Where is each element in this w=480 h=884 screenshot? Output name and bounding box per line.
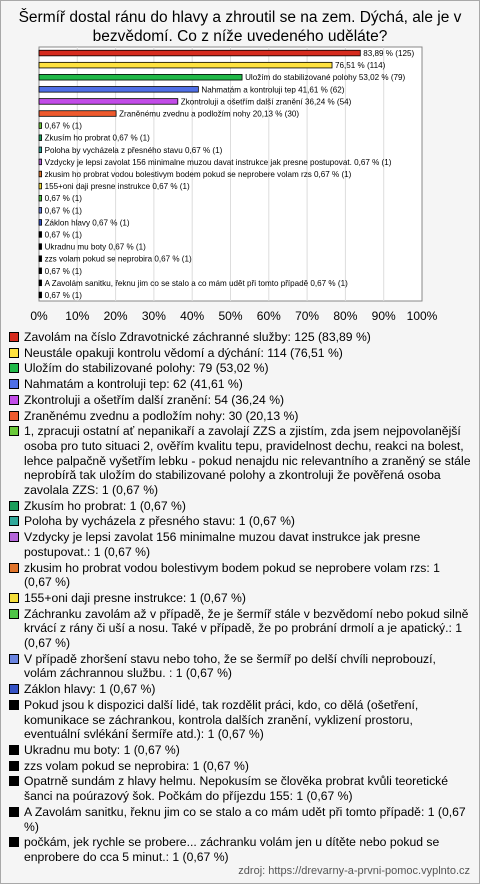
legend-item [9, 607, 471, 651]
legend-swatch [9, 593, 19, 603]
bar-label: Zraněnému zvednu a podložím nohy 20,13 % (30) [119, 109, 300, 119]
legend-swatch [9, 563, 19, 573]
legend-swatch [9, 332, 19, 342]
x-tick-label: 30% [141, 309, 166, 323]
source-label: zdroj: https://drevarny-a-prvni-pomoc.vyplnto.cz [238, 865, 470, 877]
legend-swatch [9, 379, 19, 389]
bar [39, 62, 332, 68]
legend-swatch [9, 837, 19, 847]
bar-label: Nahmatám a kontroluji tep 41,61 % (62) [201, 85, 345, 95]
bar [39, 220, 42, 226]
legend-item [9, 652, 471, 681]
legend-item [9, 393, 471, 408]
legend-item [9, 805, 471, 834]
x-tick-label: 20% [103, 309, 128, 323]
bar [39, 87, 198, 93]
bar-label: Zkusím ho probrat 0,67 % (1) [44, 133, 150, 143]
legend-label: 155+oni daji presne instrukce: 1 (0,67 %) [24, 590, 246, 605]
legend-label: A Zavolám sanitku, řeknu jim co se stalo a co mám udět při tomto případě: 1 (0,67 %) [24, 804, 466, 834]
legend-swatch [9, 700, 19, 710]
legend-swatch [9, 761, 19, 771]
legend-item [9, 514, 471, 529]
bar [39, 135, 42, 141]
x-tick-label: 0% [30, 309, 48, 323]
legend-swatch [9, 745, 19, 755]
bar [39, 171, 42, 177]
bar-label: 76,51 % (114) [335, 61, 386, 71]
legend-label: Nahmatám a kontroluji tep: 62 (41,61 %) [24, 377, 243, 392]
legend-label: Poloha by vycházela z přesného stavu: 1 (0,67 %) [24, 514, 295, 529]
bar [39, 159, 42, 165]
bar [39, 99, 178, 105]
legend-label: zkusim ho probrat vodou bolestivym bodem pokud se neprobere volam rzs: 1 (0,67 %) [24, 560, 440, 590]
legend-item [9, 377, 471, 392]
legend-label: Záklon hlavy: 1 (0,67 %) [24, 682, 156, 697]
legend-item [9, 346, 471, 361]
legend-label: Neustále opakuji kontrolu vědomí a dýchání: 114 (76,51 %) [24, 345, 343, 360]
legend-swatch [9, 684, 19, 694]
legend-item [9, 774, 471, 803]
bar-label: 0,67 % (1) [44, 121, 82, 131]
legend-item [9, 424, 471, 498]
bar [39, 123, 42, 129]
legend-label: zzs volam pokud se neprobira: 1 (0,67 %) [24, 758, 249, 773]
bar-label: zkusim ho probrat vodou bolestivym bodem pokud se neprobere volam rzs 0,67 % (1) [44, 170, 352, 179]
bar [39, 50, 360, 56]
legend-label: V případě zhoršení stavu nebo toho, že se šermíř po delší chvíli neprobouzí, volám záchrannou službu. : 1 (0,67 %) [24, 651, 436, 681]
bar [39, 280, 42, 286]
legend-label: Opatrně sundám z hlavy helmu. Nepokusím se člověka probrat kvůli teoretické šanci na poúrazový šok. Počkám do příjezdu 155: 1 (0,67 %) [24, 774, 449, 804]
x-tick-label: 60% [256, 309, 281, 323]
bar-chart [1, 1, 479, 331]
bar [39, 207, 42, 213]
bar-label: Záklon hlavy 0,67 % (1) [44, 218, 130, 228]
bar-label: 0,67 % (1) [44, 194, 82, 204]
bar [39, 232, 42, 238]
bar-label: Poloha by vycházela z přesného stavu 0,67 % (1) [44, 145, 223, 155]
chart-title: Šermíř dostal ránu do hlavy a zhroutil se na zem. Dýchá, ale je v bezvědomí. Co z níže uvedeného uděláte? [18, 9, 462, 45]
bar-label: Zkontroluji a ošetřím další zranění 36,24 % (54) [180, 97, 352, 107]
legend-label: Záchranku zavolám až v případě, že je šermíř stále v bezvědomí nebo pokud silně krvácí z rány či uší a nosu. Také v případě, že po probrání drmolí a je apatický.: 1 (0,67 %) [24, 606, 469, 651]
legend-item [9, 361, 471, 376]
bar-label: 155+oni daji presne instrukce 0,67 % (1) [44, 182, 190, 192]
legend-item [9, 561, 471, 590]
legend-swatch [9, 411, 19, 421]
legend-item [9, 409, 471, 424]
legend-item [9, 835, 471, 864]
legend-label: Zraněnému zvednu a podložím nohy: 30 (20,13 %) [24, 408, 299, 423]
bar [39, 292, 42, 298]
legend-label: Uložím do stabilizované polohy: 79 (53,02 %) [24, 361, 269, 376]
legend-label: počkám, jek rychle se probere... záchranku volám jen u dítěte nebo pokud se enprobere do cca 5 minut.: 1 (0,67 %) [24, 835, 440, 864]
bar [39, 147, 42, 153]
bar-label: 0,67 % (1) [44, 290, 82, 300]
bar [39, 268, 42, 274]
legend-swatch [9, 776, 19, 786]
bar [39, 244, 42, 250]
legend-label: Zkusím ho probrat: 1 (0,67 %) [24, 498, 186, 513]
legend-swatch [9, 516, 19, 526]
legend-swatch [9, 609, 19, 619]
bar [39, 111, 116, 117]
legend-label: Zavolám na číslo Zdravotnické záchranné služby: 125 (83,89 %) [24, 330, 371, 344]
x-tick-label: 100% [406, 309, 438, 323]
x-tick-label: 50% [218, 309, 243, 323]
legend-swatch [9, 532, 19, 542]
legend-swatch [9, 426, 19, 436]
bar-label: 0,67 % (1) [44, 266, 82, 276]
legend-label: 1, zpracuji ostatní ať nepanikaří a zavolají ZZS a zjistím, zda jsem nejpovolanější osoba pro tuto situaci 2, ověřím kvalitu tepu, pravidelnost dechu, reakci na bolest, lehce palpačně vyšetřím lebku - pokud nenajdu nic relevantního a zraněný se stále neprobíră tak uložím do stabilizované polohy a zkontroluji že pověřená osoba zavolala ZZS: 1 (0,67 %) [24, 424, 471, 498]
legend-swatch [9, 363, 19, 373]
legend-item [9, 743, 471, 758]
chart-legend [9, 330, 471, 866]
legend-swatch [9, 501, 19, 511]
legend-label: Zkontroluji a ošetřím další zranění: 54 (36,24 %) [24, 392, 285, 407]
x-tick-label: 70% [295, 309, 320, 323]
bar [39, 183, 42, 189]
bar [39, 256, 42, 262]
x-tick-label: 10% [65, 309, 90, 323]
legend-item [9, 591, 471, 606]
legend-label: Pokud jsou k dispozici další lidé, tak rozdělit práci, kdo, co dělá (ošetření, komunikace se záchrankou, kontrola dalších zranění, vyklizení prostoru, eventuální svlékání šermíře atd.): 1 (0,67 %) [24, 697, 419, 742]
legend-item [9, 682, 471, 697]
bar [39, 195, 42, 201]
bar-label: 0,67 % (1) [44, 230, 82, 240]
bar-label: Vzdycky je lepsi zavolat 156 minimalne muzou davat instrukce jak presne postupovat. 0,67 % (1) [44, 157, 392, 167]
bar-label: zzs volam pokud se neprobira 0,67 % (1) [44, 254, 192, 264]
x-tick-label: 80% [333, 309, 358, 323]
bar [39, 74, 242, 80]
legend-swatch [9, 654, 19, 664]
legend-item [9, 698, 471, 742]
legend-swatch [9, 395, 19, 405]
legend-swatch [9, 348, 19, 358]
legend-swatch [9, 807, 19, 817]
legend-item [9, 499, 471, 514]
legend-label: Ukradnu mu boty: 1 (0,67 %) [24, 742, 180, 757]
bar-label: Uložím do stabilizované polohy 53,02 % (79) [245, 73, 406, 83]
bar-label: 83,89 % (125) [363, 49, 415, 59]
x-tick-label: 90% [371, 309, 396, 323]
legend-item [9, 330, 471, 345]
legend-item [9, 530, 471, 559]
x-tick-label: 40% [180, 309, 205, 323]
legend-item [9, 759, 471, 774]
bar-label: 0,67 % (1) [44, 206, 82, 216]
bar-label: A Zavolám sanitku, řeknu jim co se stalo a co mám udět při tomto případě 0,67 % (1) [44, 278, 348, 288]
legend-label: Vzdycky je lepsi zavolat 156 minimalne muzou davat instrukce jak presne postupovat.: 1 (0,67 %) [24, 530, 421, 559]
bar-label: Ukradnu mu boty 0,67 % (1) [44, 242, 146, 252]
